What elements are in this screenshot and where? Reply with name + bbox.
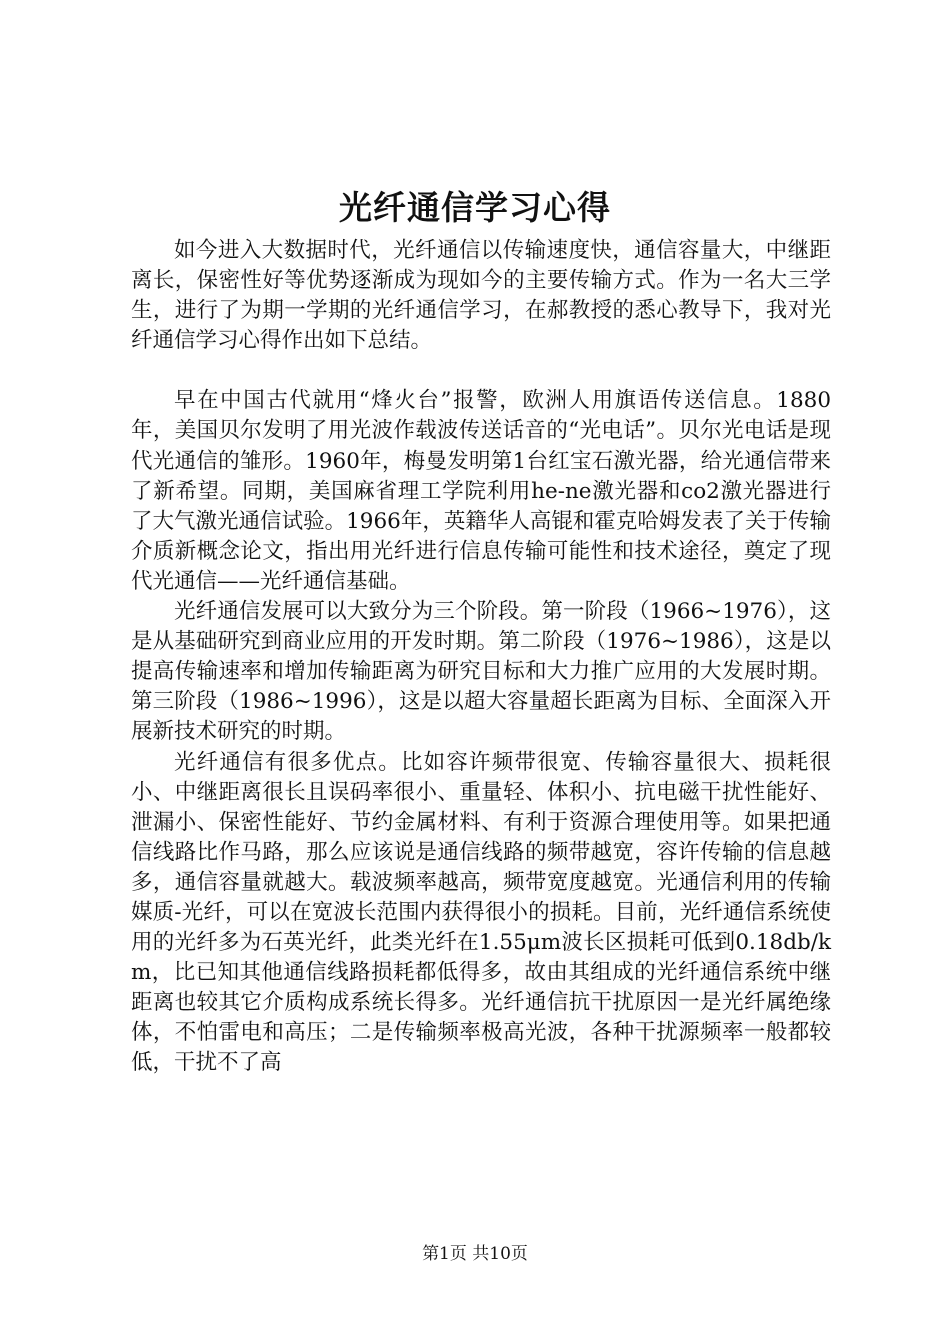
paragraph-history: 早在中国古代就用“烽火台”报警，欧洲人用旗语传送信息。1880年，美国贝尔发明了用光波作载波传送话音的“光电话”。贝尔光电话是现代光通信的雏形。1960年，梅曼发明第1台红宝石激光器，给光通信带来了新希望。同期，美国麻省理工学院利用he-ne激光器和co2激光器进行了大气激光通信试验。1966年，英籍华人高锟和霍克哈姆发表了关于传输介质新概念论文，指出用光纤进行信息传输可能性和技术途径，奠定了现代光通信——光纤通信基础。 xyxy=(131,388,831,594)
paragraph-advantages: 光纤通信有很多优点。比如容许频带很宽、传输容量很大、损耗很小、中继距离很长且误码率很小、重量轻、体积小、抗电磁干扰性能好、泄漏小、保密性能好、节约金属材料、有利于资源合理使用等。如果把通信线路比作马路，那么应该说是通信线路的频带越宽，容许传输的信息越多，通信容量就越大。载波频率越高，频带宽度越宽。光通信利用的传输媒质-光纤，可以在宽波长范围内获得很小的损耗。目前，光纤通信系统使用的光纤多为石英光纤，此类光纤在1.55μm波长区损耗可低到0.18db/km，比已知其他通信线路损耗都低得多，故由其组成的光纤通信系统中继距离也较其它介质构成系统长得多。光纤通信抗干扰原因一是光纤属绝缘体，不怕雷电和高压；二是传输频率极高光波，各种干扰源频率一般都较低，干扰不了高 xyxy=(131,749,831,1076)
paragraph-intro: 如今进入大数据时代，光纤通信以传输速度快，通信容量大，中继距离长，保密性好等优势逐渐成为现如今的主要传输方式。作为一名大三学生，进行了为期一学期的光纤通信学习，在郝教授的悉心教导下，我对光纤通信学习心得作出如下总结。 xyxy=(131,238,831,354)
document-body xyxy=(131,236,831,1079)
paragraph-stages: 光纤通信发展可以大致分为三个阶段。第一阶段（1966~1976），这是从基础研究到商业应用的开发时期。第二阶段（1976~1986），这是以提高传输速率和增加传输距离为研究目标和大力推广应用的大发展时期。第三阶段（1986~1996），这是以超大容量超长距离为目标、全面深入开展新技术研究的时期。 xyxy=(131,599,831,745)
page-footer: 第1页 共10页 xyxy=(422,1244,528,1264)
document-title: 光纤通信学习心得 xyxy=(339,188,611,227)
